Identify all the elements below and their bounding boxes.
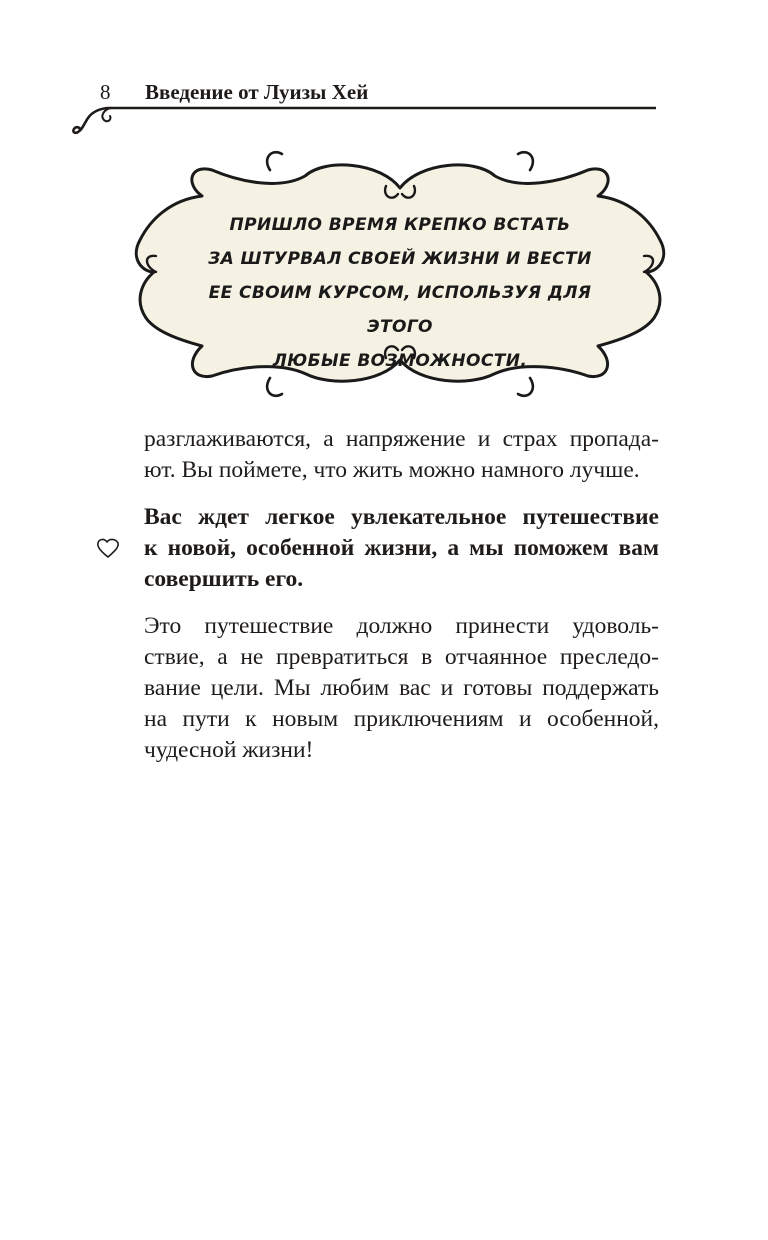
quote-line: ПРИШЛО ВРЕМЯ КРЕПКО ВСТАТЬ xyxy=(229,215,571,235)
heart-icon xyxy=(95,536,121,560)
text-line: ствие, а не превратиться в отчаянное преследо- xyxy=(144,644,659,670)
text-line: разглаживаются, а напряжение и страх пропада- xyxy=(144,426,659,452)
flourish-icon xyxy=(70,96,670,140)
page-number: 8 xyxy=(100,80,111,104)
quote-line: ЗА ШТУРВАЛ СВОЕЙ ЖИЗНИ И ВЕСТИ xyxy=(208,249,592,269)
page-header xyxy=(0,0,768,140)
text-line: вание цели. Мы любим вас и готовы поддержать xyxy=(144,675,659,701)
text-line: Вас ждет легкое увлекательное путешествие xyxy=(144,504,659,530)
quote-line: ЕЕ СВОИМ КУРСОМ, ИСПОЛЬЗУЯ ДЛЯ ЭТОГО xyxy=(208,283,592,337)
text-line: чудесной жизни! xyxy=(144,737,314,763)
running-title: Введение от Луизы Хей xyxy=(145,80,369,104)
quote-line: ЛЮБЫЕ ВОЗМОЖНОСТИ. xyxy=(272,351,528,371)
quote-text xyxy=(190,208,610,378)
paragraph-2-bold xyxy=(144,502,659,595)
text-line: Это путешествие должно принести удоволь- xyxy=(144,613,659,639)
text-line: на пути к новым приключениям и особенной, xyxy=(144,706,659,732)
paragraph-1 xyxy=(144,424,659,486)
text-line: к новой, особенной жизни, а мы поможем вам xyxy=(144,535,659,561)
text-line: совершить его. xyxy=(144,566,304,592)
text-line: ют. Вы поймете, что жить можно намного лучше. xyxy=(144,457,640,483)
paragraph-3 xyxy=(144,611,659,766)
quote-box xyxy=(130,140,670,410)
